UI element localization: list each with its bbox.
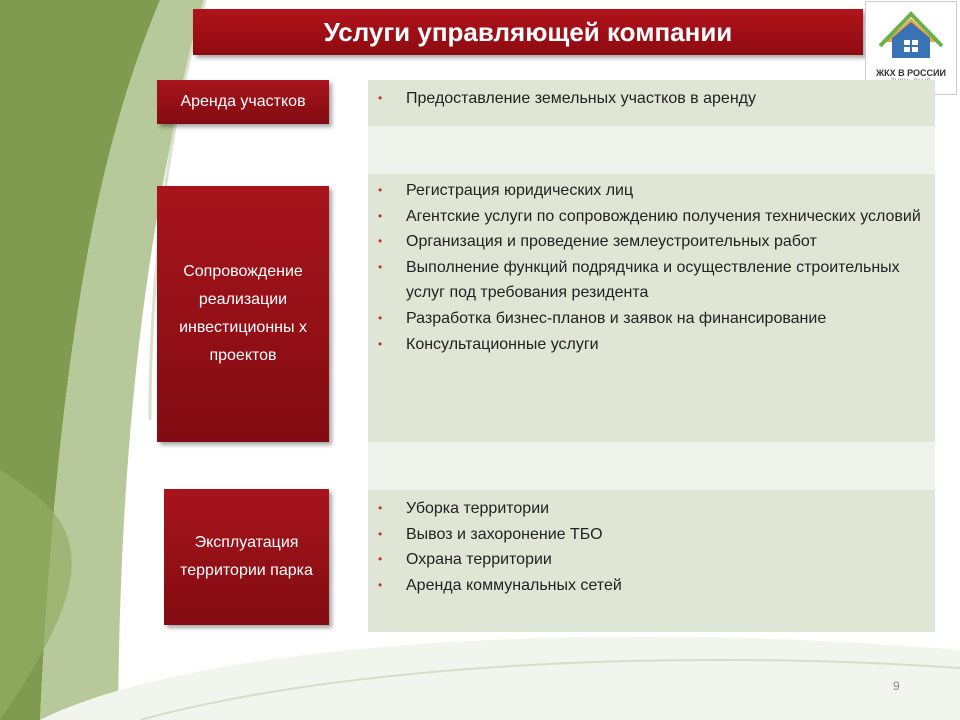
bullet-icon: • (378, 208, 383, 223)
bullet-icon: • (378, 234, 383, 249)
list-item: • Разработка бизнес-планов и заявок на финансирование (370, 306, 926, 332)
section-label-operation (164, 489, 329, 625)
section-label-investment (157, 186, 329, 442)
list-item: • Выполнение функций подрядчика и осуществление строительных услуг под требования резидента (370, 255, 926, 306)
section-label-text: Сопровождение реализации инвестиционны х проектов (179, 263, 307, 364)
bullet-icon: • (378, 183, 383, 197)
list-item: • Организация и проведение землеустроительных работ (370, 229, 926, 255)
list-item: • Охрана территории (370, 547, 926, 573)
section-list-operation (370, 496, 926, 598)
page-number: 9 (893, 679, 900, 693)
bullet-icon: • (378, 526, 383, 541)
bullet-icon: • (378, 501, 383, 515)
section-list-investment (370, 178, 926, 357)
slide-title: Услуги управляющей компании (193, 9, 863, 55)
bullet-icon: • (378, 577, 383, 592)
bullet-icon: • (378, 259, 383, 274)
bullet-icon: • (378, 552, 383, 567)
section-label-text: Эксплуатация территории парка (180, 534, 313, 579)
list-item: • Консультационные услуги (370, 332, 926, 358)
bullet-icon: • (378, 310, 383, 325)
section-label-rent (157, 80, 329, 124)
bullet-icon: • (378, 336, 383, 351)
list-item: • Уборка территории (370, 496, 926, 522)
house-logo-icon (866, 2, 956, 68)
list-item: • Предоставление земельных участков в аренду (370, 86, 926, 112)
logo-caption: ЖКХ В РОССИИ (876, 68, 946, 78)
list-item: • Агентские услуги по сопровождению получения технических условий (370, 204, 926, 230)
list-item: • Вывоз и захоронение ТБО (370, 522, 926, 548)
row-spacer (368, 442, 935, 490)
section-list-rent (370, 86, 926, 112)
list-item: • Регистрация юридических лиц (370, 178, 926, 204)
section-label-text: Аренда участков (180, 93, 306, 110)
list-item: • Аренда коммунальных сетей (370, 573, 926, 599)
row-spacer (368, 126, 935, 174)
bullet-icon: • (378, 91, 383, 105)
